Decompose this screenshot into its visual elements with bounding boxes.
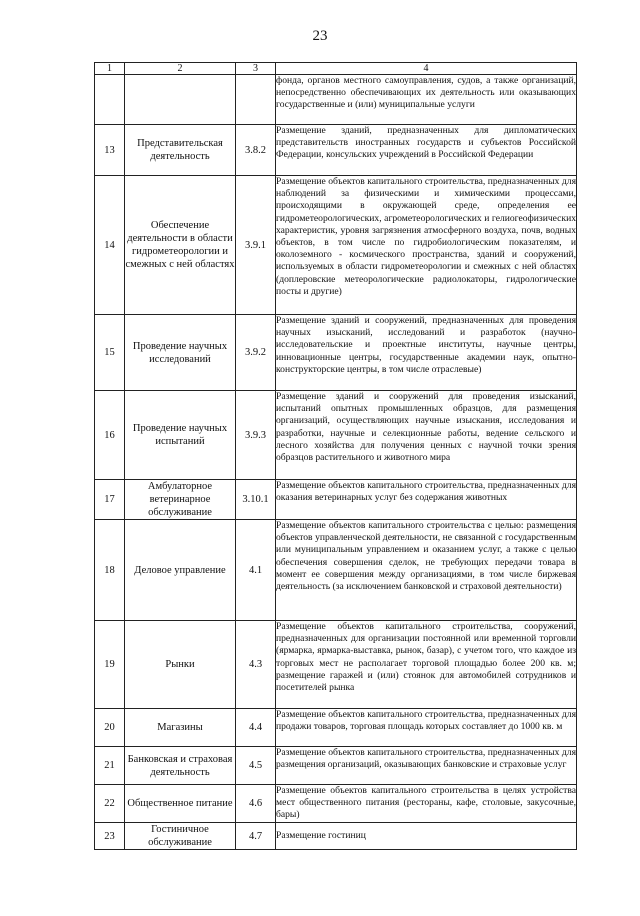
table-row [95,480,577,520]
row-description-cell: Размещение зданий и сооружений, предназначенных для проведения научных изысканий, исследований и разработок (научно-исследовательские и проектные институты, научные центры, инновационные центры, государственные академии наук, опытно-конструкторские центры, в том числе отраслевые) [276,315,577,391]
row-number-cell: 13 [95,125,125,176]
row-name-cell: Магазины [125,709,236,747]
row-code-cell: 4.7 [236,823,276,850]
row-name-cell: Общественное питание [125,785,236,823]
row-description-cell: Размещение зданий, предназначенных для дипломатических представительств иностранных государств и субъектов Российской Федерации, консульских учреждений в Российской Федерации [276,125,577,176]
row-number-cell: 21 [95,747,125,785]
table-row [95,823,577,850]
row-description-cell: фонда, органов местного самоуправления, судов, а также организаций, непосредственно обеспечивающих их деятельность или оказывающих государственные и (или) муниципальные услуги [276,75,577,125]
row-number-cell: 20 [95,709,125,747]
row-code-cell: 3.10.1 [236,480,276,520]
row-description-cell: Размещение объектов капитального строительства, предназначенных для оказания ветеринарных услуг без содержания животных [276,480,577,520]
column-header: 1 [95,63,125,75]
row-name-cell: Обеспечение деятельности в области гидрометеорологии и смежных с ней областях [125,176,236,315]
row-number-cell: 22 [95,785,125,823]
table-header-row [95,63,577,75]
row-description-cell: Размещение зданий и сооружений для проведения изысканий, испытаний опытных промышленных образцов, для размещения организаций, осуществляющих научные изыскания, исследования и разработки, научные и селекционные работы, ведение сельского и лесного хозяйства для получения ценных с научной точки зрения образцов растительного и животного мира [276,391,577,480]
row-code-cell [236,75,276,125]
row-number-cell: 14 [95,176,125,315]
row-name-cell: Деловое управление [125,520,236,621]
row-number-cell: 18 [95,520,125,621]
table-row [95,125,577,176]
row-code-cell: 4.6 [236,785,276,823]
table-row [95,391,577,480]
row-code-cell: 4.4 [236,709,276,747]
row-number-cell: 16 [95,391,125,480]
column-header: 3 [236,63,276,75]
row-code-cell: 3.9.1 [236,176,276,315]
row-description-cell: Размещение объектов капитального строительства, предназначенных для продажи товаров, торговая площадь которых составляет до 1000 кв. м [276,709,577,747]
page-number: 23 [312,28,328,44]
row-code-cell: 3.8.2 [236,125,276,176]
row-name-cell: Проведение научных испытаний [125,391,236,480]
row-name-cell: Банковская и страховая деятельность [125,747,236,785]
row-name-cell: Проведение научных исследований [125,315,236,391]
row-number-cell: 23 [95,823,125,850]
table-row [95,785,577,823]
row-number-cell [95,75,125,125]
row-code-cell: 3.9.2 [236,315,276,391]
table-row [95,747,577,785]
land-use-table [94,62,577,850]
table-row [95,709,577,747]
row-code-cell: 4.5 [236,747,276,785]
row-number-cell: 17 [95,480,125,520]
row-description-cell: Размещение объектов капитального строительства в целях устройства мест общественного питания (рестораны, кафе, столовые, закусочные, бары) [276,785,577,823]
table-row [95,176,577,315]
row-code-cell: 3.9.3 [236,391,276,480]
table-row [95,75,577,125]
row-name-cell: Амбулаторное ветеринарное обслуживание [125,480,236,520]
row-code-cell: 4.1 [236,520,276,621]
row-code-cell: 4.3 [236,621,276,709]
row-number-cell: 15 [95,315,125,391]
row-number-cell: 19 [95,621,125,709]
column-header: 4 [276,63,577,75]
row-name-cell: Гостиничное обслуживание [125,823,236,850]
table-row [95,315,577,391]
row-description-cell: Размещение объектов капитального строительства, предназначенных для размещения организаций, оказывающих банковские и страховые услуг [276,747,577,785]
row-description-cell: Размещение объектов капитального строительства с целью: размещения объектов управленческой деятельности, не связанной с государственным или муниципальным управлением и оказанием услуг, а также с целью обеспечения совершения сделок, не требующих передачи товара в момент ее совершения между организациями, в том числе биржевая деятельность (за исключением банковской и страховой деятельности) [276,520,577,621]
row-name-cell: Рынки [125,621,236,709]
row-description-cell: Размещение объектов капитального строительства, сооружений, предназначенных для организации постоянной или временной торговли (ярмарка, ярмарка-выставка, рынок, базар), с учетом того, что каждое из торговых мест не располагает торговой площадью более 200 кв. м; размещение гаражей и (или) стоянок для автомобилей сотрудников и посетителей рынка [276,621,577,709]
row-name-cell [125,75,236,125]
table-row [95,621,577,709]
row-description-cell: Размещение гостиниц [276,823,577,850]
column-header: 2 [125,63,236,75]
row-name-cell: Представительская деятельность [125,125,236,176]
row-description-cell: Размещение объектов капитального строительства, предназначенных для наблюдений за физическими и химическими процессами, происходящими в окружающей среде, определения ее гидрометеорологических, агрометеорологических и гелиогеофизических характеристик, уровня загрязнения атмосферного воздуха, почв, водных объектов, в том числе по гидробиологическим показателям, и околоземного - космического пространства, зданий и сооружений, используемых в области гидрометеорологии и смежных с ней областях (доплеровские метеорологические радиолокаторы, гидрологические посты и другие) [276,176,577,315]
table-row [95,520,577,621]
